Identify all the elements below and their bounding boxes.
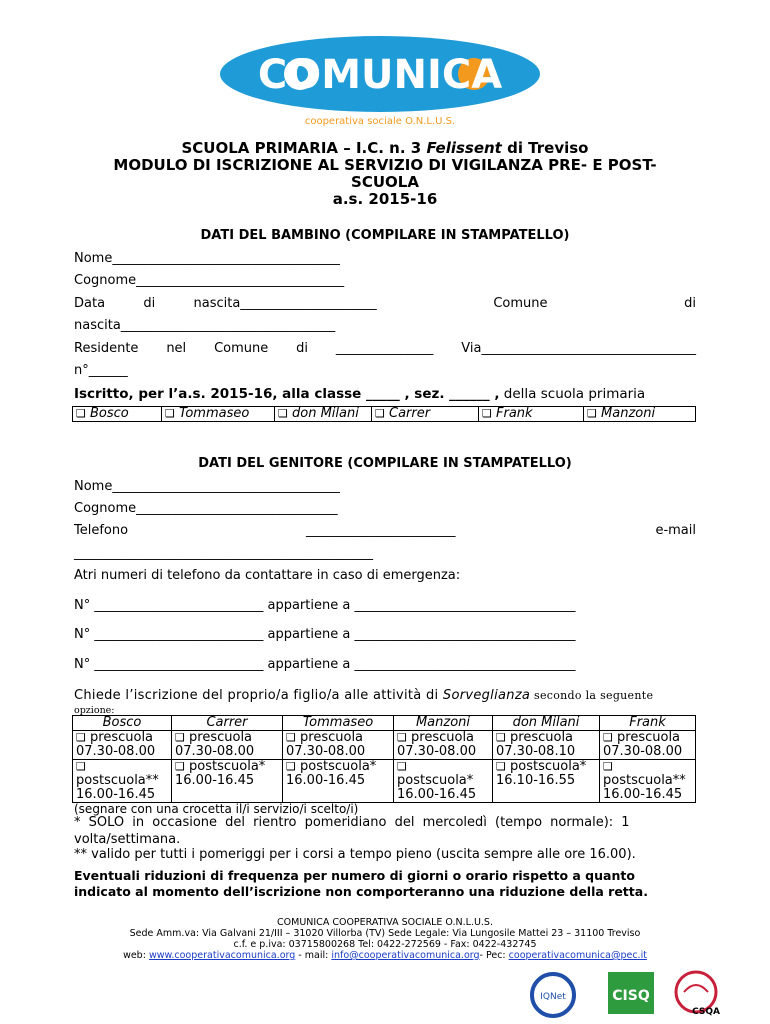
col-header-tommaseo: Tommaseo (283, 716, 394, 731)
request-sentence: Chiede l’iscrizione del proprio/a figlio/a alle attività di Sorveglianza secondo la seguente (74, 688, 654, 703)
svg-text:CSQA: CSQA (692, 1007, 720, 1017)
note-solo: * SOLO in occasione del rientro pomeridiano del mercoledì (tempo normale): 1 volta/settimana. (74, 815, 630, 847)
prescuola-option[interactable]: ❑ prescuola 07.30-08.10 (493, 731, 600, 760)
class-enrollment-line: Iscritto, per l’a.s. 2015-16, alla classe _____ , sez. ______ , della scuola primaria (74, 386, 646, 402)
postscuola-option[interactable]: ❑ postscuola* 16.00-16.45 (394, 760, 493, 803)
child-residence-row[interactable]: Residente nel Comune di _______________ Via_________________________________ (74, 341, 696, 356)
child-birth-row[interactable]: Data di nascita_____________________ Comune di (74, 296, 696, 311)
note-riduzioni: Eventuali riduzioni di frequenza per numero di giorni o orario rispetto a quanto indicato al momento dell’iscrizione non comporteranno una riduzione della retta. (74, 868, 648, 899)
school-choice-table (72, 406, 696, 422)
request-option-label: opzione: (74, 705, 115, 716)
document-title: SCUOLA PRIMARIA – I.C. n. 3 Felissent di Treviso MODULO DI ISCRIZIONE AL SERVIZIO DI VIGILANZA PRE- E POST- SCUOLA a.s. 2015-16 (113, 139, 657, 208)
postscuola-option[interactable]: ❑ postscuola** 16.00-16.45 (73, 760, 172, 803)
footer: COMUNICA COOPERATIVA SOCIALE O.N.L.U.S. Sede Amm.va: Via Galvani 21/III – 31020 Villorba (TV) Sede Legale: Via Lungosile Mattei 23 – 31100 Treviso c.f. e p.iva: 03715800268 Tel: 0422-272569 - Fax: 0422-432745 web: www.cooperativacomunica.org - mail: info@cooperativacomunica.org- Pec: cooperativacomunica@pec.it (123, 917, 647, 961)
service-options-table (72, 715, 696, 803)
child-birthplace-field[interactable]: nascita_________________________________ (74, 318, 336, 333)
child-number-field[interactable]: n°______ (74, 363, 128, 378)
svg-text:IQNet: IQNet (540, 992, 566, 1002)
svg-text:cooperativa sociale O.N.L.U.S.: cooperativa sociale O.N.L.U.S. (304, 116, 456, 127)
iqnet-logo (528, 972, 578, 1018)
emergency-phone-row[interactable]: N° __________________________ appartiene a __________________________________ (74, 627, 576, 642)
mark-instructions: (segnare con una crocetta il/i servizio/i scelto/i) (74, 802, 359, 816)
school-option-manzoni[interactable]: ❑ Manzoni (584, 407, 696, 422)
school-option-bosco[interactable]: ❑ Bosco (73, 407, 162, 422)
note-valido: ** valido per tutti i pomeriggi per i corsi a tempo pieno (uscita sempre alle ore 16.00). (74, 847, 636, 862)
school-option-tommaseo[interactable]: ❑ Tommaseo (162, 407, 275, 422)
emergency-numbers-label: Atri numeri di telefono da contattare in caso di emergenza: (74, 568, 461, 583)
col-header-manzoni: Manzoni (394, 716, 493, 731)
col-header-carrer: Carrer (172, 716, 283, 731)
pec-link[interactable]: cooperativacomunica@pec.it (508, 950, 647, 961)
emergency-phone-row[interactable]: N° __________________________ appartiene a __________________________________ (74, 598, 576, 613)
email-link[interactable]: info@cooperativacomunica.org (331, 950, 480, 961)
prescuola-option[interactable]: ❑ prescuola 07.30-08.00 (600, 731, 696, 760)
parent-section-heading: DATI DEL GENITORE (COMPILARE IN STAMPATELLO) (198, 456, 572, 471)
parent-phone-row[interactable]: Telefono _______________________ e-mail (74, 523, 696, 538)
prescuola-option[interactable]: ❑ prescuola 07.30-08.00 (172, 731, 283, 760)
parent-surname-field[interactable]: Cognome_______________________________ (74, 501, 338, 516)
parent-name-field[interactable]: Nome___________________________________ (74, 479, 340, 494)
school-option-frank[interactable]: ❑ Frank (479, 407, 584, 422)
child-section-heading: DATI DEL BAMBINO (COMPILARE IN STAMPATELLO) (200, 228, 570, 243)
col-header-frank: Frank (600, 716, 696, 731)
postscuola-option[interactable]: ❑ postscuola* 16.10-16.55 (493, 760, 600, 803)
svg-text:CISQ: CISQ (612, 988, 650, 1004)
postscuola-option[interactable]: ❑ postscuola** 16.00-16.45 (600, 760, 696, 803)
prescuola-option[interactable]: ❑ prescuola 07.30-08.00 (283, 731, 394, 760)
emergency-phone-row[interactable]: N° __________________________ appartiene a __________________________________ (74, 657, 576, 672)
comunica-logo (210, 30, 550, 130)
prescuola-option[interactable]: ❑ prescuola 07.30-08.00 (394, 731, 493, 760)
child-surname-field[interactable]: Cognome________________________________ (74, 273, 345, 288)
website-link[interactable]: www.cooperativacomunica.org (148, 950, 296, 961)
parent-email-field[interactable]: ______________________________________________ (74, 546, 373, 561)
csqa-logo (672, 968, 724, 1018)
svg-text:COMUNICA: COMUNICA (257, 52, 503, 98)
postscuola-option[interactable]: ❑ postscuola* 16.00-16.45 (172, 760, 283, 803)
child-name-field[interactable]: Nome___________________________________ (74, 251, 340, 266)
postscuola-option[interactable]: ❑ postscuola* 16.00-16.45 (283, 760, 394, 803)
col-header-don-milani: don Milani (493, 716, 600, 731)
prescuola-option[interactable]: ❑ prescuola 07.30-08.00 (73, 731, 172, 760)
col-header-bosco: Bosco (73, 716, 172, 731)
cisq-logo (608, 972, 654, 1014)
school-option-carrer[interactable]: ❑ Carrer (372, 407, 479, 422)
school-option-don-milani[interactable]: ❑ don Milani (275, 407, 372, 422)
